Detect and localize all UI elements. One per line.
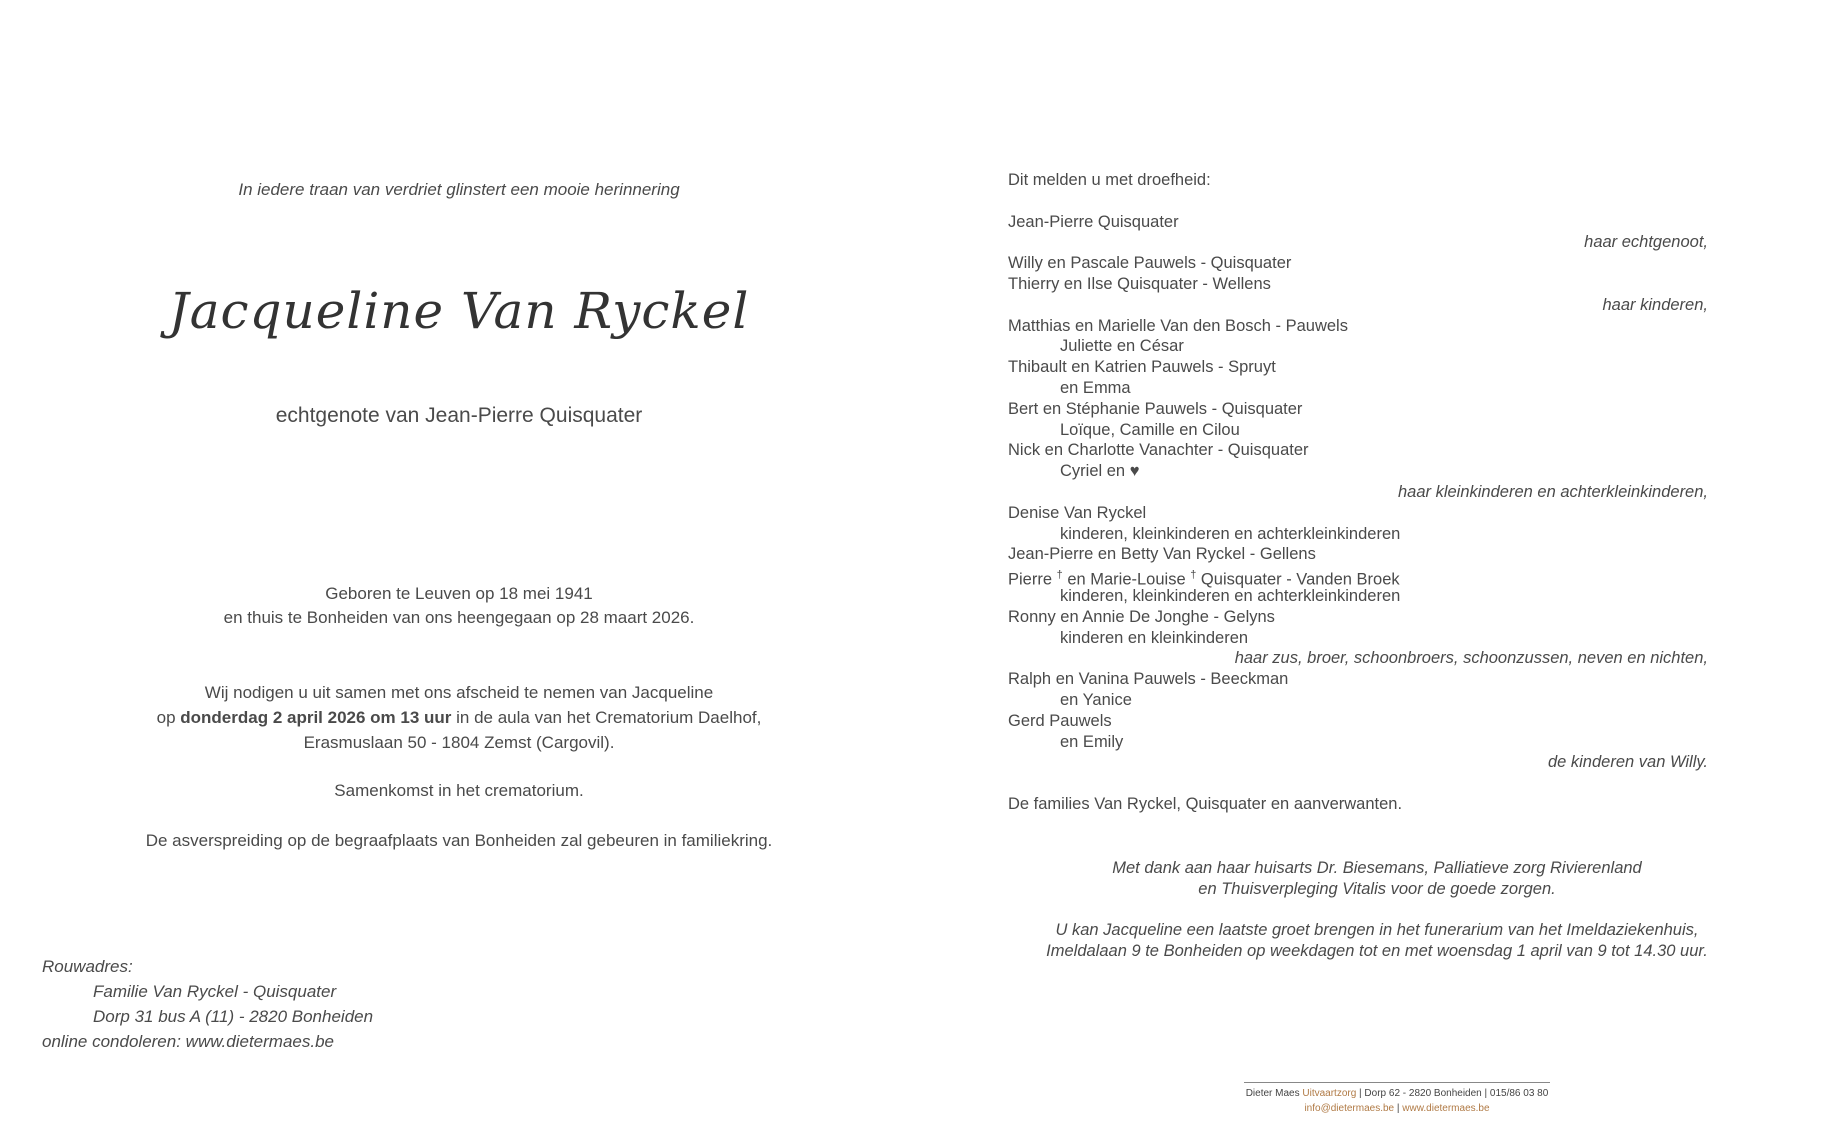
willy-grandchild: en Emily bbox=[1060, 732, 1124, 751]
spouse-line: echtgenote van Jean-Pierre Quisquater bbox=[275, 404, 643, 427]
funeral-home-address: | Dorp 62 - 2820 Bonheiden | 015/86 03 80 bbox=[1356, 1088, 1549, 1099]
children-role: haar kinderen, bbox=[1602, 295, 1708, 314]
ashes-note: De asverspreiding op de begraafplaats van Bonheiden zal gebeuren in familiekring. bbox=[145, 831, 773, 850]
visitation-note bbox=[918, 920, 1836, 962]
footer-contact bbox=[1244, 1101, 1550, 1116]
funeral-home-name: Dieter Maes bbox=[1245, 1088, 1303, 1099]
venue-address: Erasmuslaan 50 - 1804 Zemst (Cargovil). bbox=[303, 733, 615, 752]
gathering-note: Samenkomst in het crematorium. bbox=[334, 781, 584, 800]
thanks-note bbox=[918, 858, 1836, 900]
sibling-name-deceased bbox=[1008, 565, 1708, 589]
great-grandchildren: Juliette en César bbox=[1060, 337, 1184, 356]
sib3-part: Quisquater - Vanden Broek bbox=[1196, 570, 1400, 589]
grandchildren-role: haar kleinkinderen en achterkleinkinderen, bbox=[1397, 482, 1708, 501]
passed-line: en thuis te Bonheiden van ons heengegaan op 28 maart 2026. bbox=[223, 608, 695, 627]
funeral-home-footer bbox=[1244, 1082, 1550, 1116]
dagger-icon: † bbox=[1056, 569, 1063, 582]
online-condolence-link[interactable]: online condoleren: www.dietermaes.be bbox=[42, 1032, 335, 1051]
address-street: Dorp 31 bus A (11) - 2820 Bonheiden bbox=[93, 1007, 374, 1026]
deceased-name: Jacqueline Van Ryckel bbox=[168, 282, 750, 340]
husband-name: Jean-Pierre Quisquater bbox=[1008, 212, 1179, 231]
website-link[interactable]: www.dietermaes.be bbox=[1402, 1103, 1490, 1114]
invite-line: Wij nodigen u uit samen met ons afscheid te nemen van Jacqueline bbox=[204, 683, 714, 702]
willy-child-name: Gerd Pauwels bbox=[1008, 711, 1112, 730]
motto: In iedere traan van verdriet glinstert een mooie herinnering bbox=[238, 180, 680, 199]
sibling-descendants: kinderen, kleinkinderen en achterkleinkinderen bbox=[1060, 524, 1401, 543]
sib3-part: en Marie-Louise bbox=[1062, 570, 1191, 589]
great-grandchildren: Loïque, Camille en Cilou bbox=[1060, 420, 1240, 439]
grandchild-name: Bert en Stéphanie Pauwels - Quisquater bbox=[1008, 399, 1303, 418]
willy-role: de kinderen van Willy. bbox=[1547, 753, 1708, 772]
footer-line bbox=[1244, 1086, 1550, 1101]
thanks-line: Met dank aan haar huisarts Dr. Biesemans, Palliatieve zorg Rivierenland bbox=[1112, 859, 1642, 877]
right-page bbox=[918, 0, 1836, 1130]
willy-child-name: Ralph en Vanina Pauwels - Beeckman bbox=[1008, 670, 1289, 689]
sibling-descendants: kinderen en kleinkinderen bbox=[1060, 628, 1249, 647]
grandchild-name: Nick en Charlotte Vanachter - Quisquater bbox=[1008, 441, 1309, 460]
email-link[interactable]: info@dietermaes.be bbox=[1304, 1103, 1395, 1114]
sibling-descendants: kinderen, kleinkinderen en achterkleinkinderen bbox=[1060, 586, 1401, 605]
sib3-part: Pierre bbox=[1008, 570, 1057, 589]
child-name: Thierry en Ilse Quisquater - Wellens bbox=[1008, 274, 1271, 293]
funeral-home-brand: Uitvaartzorg bbox=[1302, 1088, 1357, 1099]
mourning-address bbox=[42, 954, 373, 1054]
grandchild-name: Thibault en Katrien Pauwels - Spruyt bbox=[1008, 358, 1276, 377]
invite-pre: op bbox=[156, 708, 181, 727]
sibling-name: Jean-Pierre en Betty Van Ryckel - Gellens bbox=[1008, 545, 1316, 564]
invite-date-line bbox=[0, 705, 918, 730]
intro: Dit melden u met droefheid: bbox=[1008, 171, 1211, 189]
family-list bbox=[1008, 170, 1708, 815]
invite-post: in de aula van het Crematorium Daelhof, bbox=[451, 708, 762, 727]
sibling-name: Ronny en Annie De Jonghe - Gelyns bbox=[1008, 607, 1275, 626]
sibling-name: Denise Van Ryckel bbox=[1008, 503, 1147, 522]
families-line: De families Van Ryckel, Quisquater en aanverwanten. bbox=[1008, 794, 1403, 813]
visitation-line: U kan Jacqueline een laatste groet brengen in het funerarium van het Imeldaziekenhuis, bbox=[1055, 921, 1699, 939]
visitation-line: Imeldalaan 9 te Bonheiden op weekdagen tot en met woensdag 1 april van 9 tot 14.30 uur. bbox=[1046, 941, 1708, 960]
great-grandchildren: Cyriel en ♥ bbox=[1060, 462, 1140, 481]
invitation bbox=[0, 680, 918, 755]
thanks-line: en Thuisverpleging Vitalis voor de goede zorgen. bbox=[1198, 879, 1556, 898]
address-label: Rouwadres: bbox=[42, 957, 133, 976]
footer-sep: | bbox=[1394, 1103, 1403, 1114]
willy-grandchild: en Yanice bbox=[1060, 690, 1132, 709]
great-grandchildren: en Emma bbox=[1060, 378, 1131, 397]
husband-role: haar echtgenoot, bbox=[1584, 233, 1708, 252]
born-line: Geboren te Leuven op 18 mei 1941 bbox=[325, 584, 593, 603]
siblings-role: haar zus, broer, schoonbroers, schoonzussen, neven en nichten, bbox=[1234, 649, 1708, 668]
grandchild-name: Matthias en Marielle Van den Bosch - Pauwels bbox=[1008, 316, 1348, 335]
dagger-icon: † bbox=[1190, 569, 1197, 582]
child-name: Willy en Pascale Pauwels - Quisquater bbox=[1008, 254, 1292, 273]
birth-death-info bbox=[0, 582, 918, 630]
ceremony-datetime: donderdag 2 april 2026 om 13 uur bbox=[180, 708, 452, 727]
address-family: Familie Van Ryckel - Quisquater bbox=[93, 982, 337, 1001]
